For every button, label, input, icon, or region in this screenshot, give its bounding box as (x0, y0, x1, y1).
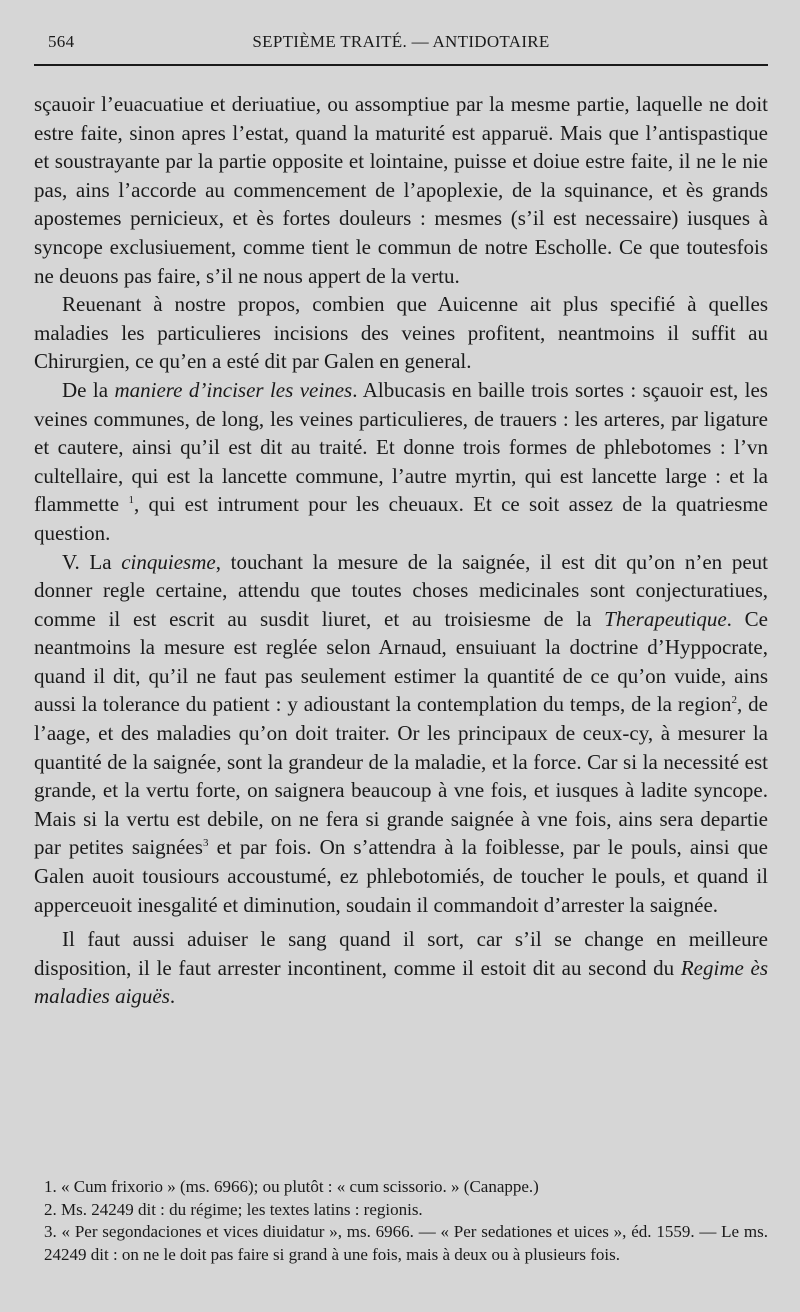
page-number: 564 (48, 32, 75, 51)
footnote-ref-1: 1 (128, 494, 134, 507)
footnote-3: 3. « Per segondaciones et vices diuidatur », ms. 6966. — « Per sedationes et uices », éd. 1559. — Le ms. 24249 dit : on ne le doit pas faire si grand à une fois, mais à deux ou à plusieurs fois. (44, 1222, 768, 1264)
page-header (34, 30, 768, 58)
paragraph-4-text-c: . Ce neantmoins la mesure est reglée selon Arnaud, ensuiuant la doctrine d’Hyppocrate, quand il dit, qu’il ne faut pas seulement estimer la quantité de ce qu’on vuide, ains aussi la tolerance du patient : y adioustant la contemplation du temps, de la region (34, 606, 769, 717)
paragraph-3-text-c: , qui est intrument pour les cheuaux. Et ce soit assez de la quatriesme question. (34, 492, 768, 545)
body-text (34, 90, 768, 1011)
footnote-ref-2: 2 (731, 694, 738, 707)
paragraph-4-italic-2: Therapeutique (604, 606, 727, 631)
paragraph-3-text-b: . Albucasis en baille trois sortes : sçauoir est, les veines communes, de long, les veines particulieres, de trauers : les arteres, par ligature et cautere, ainsi qu’il est dit au traité. Et donne trois formes de phlebotomes : l’vn cultellaire, qui est la lancette commune, l’autre myrtin, qui est lancette large : et la flammette (34, 377, 768, 517)
footnotes (44, 1176, 768, 1266)
paragraph-4-italic-1: cinquiesme (121, 549, 216, 574)
paragraph-4 (34, 548, 768, 920)
footnote-2: 2. Ms. 24249 dit : du régime; les textes latins : regionis. (44, 1199, 423, 1219)
paragraph-1: sçauoir l’euacuatiue et deriuatiue, ou assomptiue par la mesme partie, laquelle ne doit estre faite, sinon apres l’estat, quand la maturité est apparuë. Mais que l’antispastique et soustrayante par la partie opposite et lointaine, puisse et doiue estre faite, il ne le nie pas, ains l’accorde au commencement de l’apoplexie, de la squinance, et ès grands apostemes pernicieux, et ès fortes douleurs : mesmes (s’il est necessaire) iusques à syncope exclusiuement, comme tient le commun de notre Escholle. Ce que toutesfois ne deuons pas faire, s’il ne nous appert de la vertu. (34, 92, 768, 288)
footnote-ref-3: 3 (202, 837, 209, 850)
paragraph-3 (34, 376, 768, 548)
running-title: SEPTIÈME TRAITÉ. — ANTIDOTAIRE (252, 32, 550, 51)
paragraph-5 (34, 925, 768, 1011)
paragraph-5-text-b: . (169, 984, 176, 1009)
paragraph-3-italic: maniere d’inciser les veines (114, 377, 353, 402)
paragraph-4-text-e: et par fois. On s’attendra à la foiblesse, par le pouls, ainsi que Galen auoit tousiours accoustumé, ez phlebotomiés, de toucher le pouls, et quand il apperceuoit inesgalité et diminution, soudain il commandoit d’arrester la saignée. (34, 835, 768, 917)
paragraph-4-text-d: , de l’aage, et des maladies qu’on doit traiter. Or les principaux de ceux-cy, à mesurer la quantité de la saignée, sont la grandeur de la maladie, et la force. Car si la necessité est grande, et la vertu forte, on saignera beaucoup à vne fois, et iusques à ladite syncope. Mais si la vertu est debile, on ne fera si grande saignée à vne fois, ains sera departie par petites saignées (34, 692, 768, 860)
paragraph-4-text-a: V. La (62, 549, 122, 574)
footnote-1: 1. « Cum frixorio » (ms. 6966); ou plutôt : « cum scissorio. » (Canappe.) (44, 1177, 539, 1196)
paragraph-5-text-a: Il faut aussi aduiser le sang quand il sort, car s’il se change en meilleure disposition, il le faut arrester incontinent, comme il estoit dit au second du (34, 927, 768, 980)
paragraph-3-text-a: De la (62, 377, 115, 402)
paragraph-4-text-b: , touchant la mesure de la saignée, il est dit qu’on n’en peut donner regle certaine, attendu que toutes choses medicinales sont conjecturatiues, comme il est escrit au susdit liuret, et au troisiesme de la (34, 549, 768, 631)
paragraph-5-italic: Regime ès maladies aiguës (34, 955, 768, 1009)
paragraph-2: Reuenant à nostre propos, combien que Auicenne ait plus specifié à quelles maladies les particulieres incisions des veines profitent, neantmoins il suffit au Chirurgien, ce qu’en a esté dit par Galen en general. (34, 292, 768, 374)
header-rule (34, 64, 768, 66)
